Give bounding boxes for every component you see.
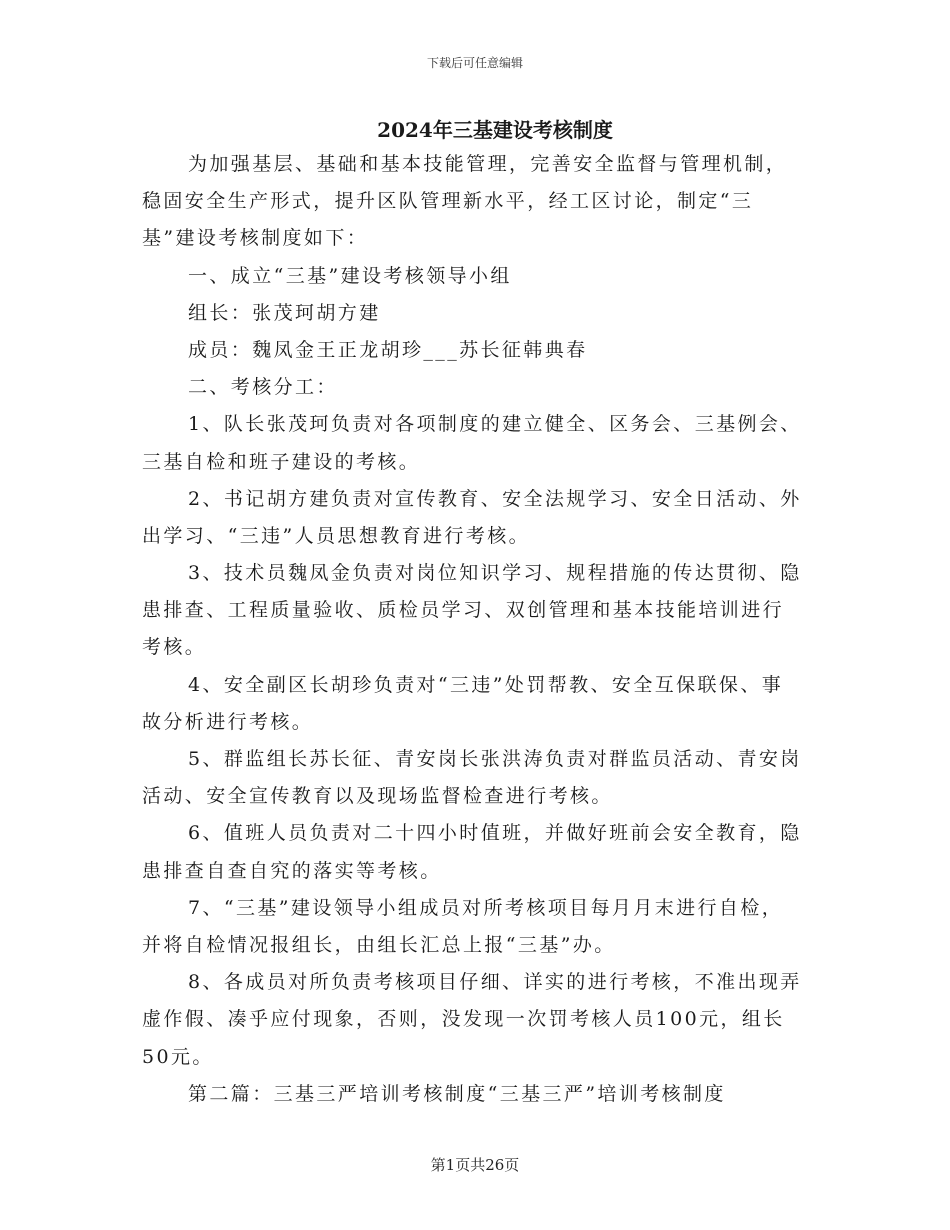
body-line: 故分析进行考核。 [142,710,314,733]
body-line: 虚作假、凑乎应付现象，否则，没发现一次罚考核人员100元，组长 [142,1008,785,1031]
section-heading: 第二篇：三基三严培训考核制度“三基三严”培训考核制度 [188,1082,726,1105]
body-line: 并将自检情况报组长，由组长汇总上报“三基”办。 [142,933,616,956]
body-line: 为加强基层、基础和基本技能管理，完善安全监督与管理机制， [188,153,788,175]
body-line: 活动、安全宣传教育以及现场监督检查进行考核。 [142,785,613,808]
body-line: 三基自检和班子建设的考核。 [142,450,421,473]
body-line: 稳固安全生产形式，提升区队管理新水平，经工区讨论，制定“三 [142,190,754,213]
body-line: 7、“三基”建设领导小组成员对所考核项目每月月末进行自检， [188,896,784,919]
section-heading: 一、成立“三基”建设考核领导小组 [188,264,512,287]
body-line: 8、各成员对所负责考核项目仔细、详实的进行考核，不准出现弄 [188,971,802,994]
body-line: 1、队长张茂珂负责对各项制度的建立健全、区务会、三基例会、 [188,413,802,436]
body-line: 50元。 [142,1045,214,1068]
page-number: 第1页共26页 [430,1156,520,1174]
body-line: 3、技术员魏凤金负责对岗位知识学习、规程措施的传达贯彻、隐 [188,562,802,585]
body-line: 成员：魏凤金王正龙胡珍___苏长征韩典春 [188,338,588,361]
body-line: 2、书记胡方建负责对宣传教育、安全法规学习、安全日活动、外 [188,487,802,510]
page-header-note: 下载后可任意编辑 [426,56,523,70]
body-line: 组长：张茂珂胡方建 [188,301,381,324]
body-line: 5、群监组长苏长征、青安岗长张洪涛负责对群监员活动、青安岗 [188,748,802,770]
body-line: 基”建设考核制度如下： [142,227,369,250]
body-line: 6、值班人员负责对二十四小时值班，并做好班前会安全教育，隐 [188,822,802,845]
body-line: 患排查、工程质量验收、质检员学习、双创管理和基本技能培训进行 [142,599,785,622]
body-line: 4、安全副区长胡珍负责对“三违”处罚帮教、安全互保联保、事 [188,673,784,696]
body-line: 出学习、“三违”人员思想教育进行考核。 [142,524,531,547]
document-title: 2024年三基建设考核制度 [377,118,613,142]
body-line: 考核。 [142,636,207,659]
document-body [142,146,808,1113]
body-line: 患排查自查自究的落实等考核。 [142,859,442,882]
section-heading: 二、考核分工： [188,376,338,399]
